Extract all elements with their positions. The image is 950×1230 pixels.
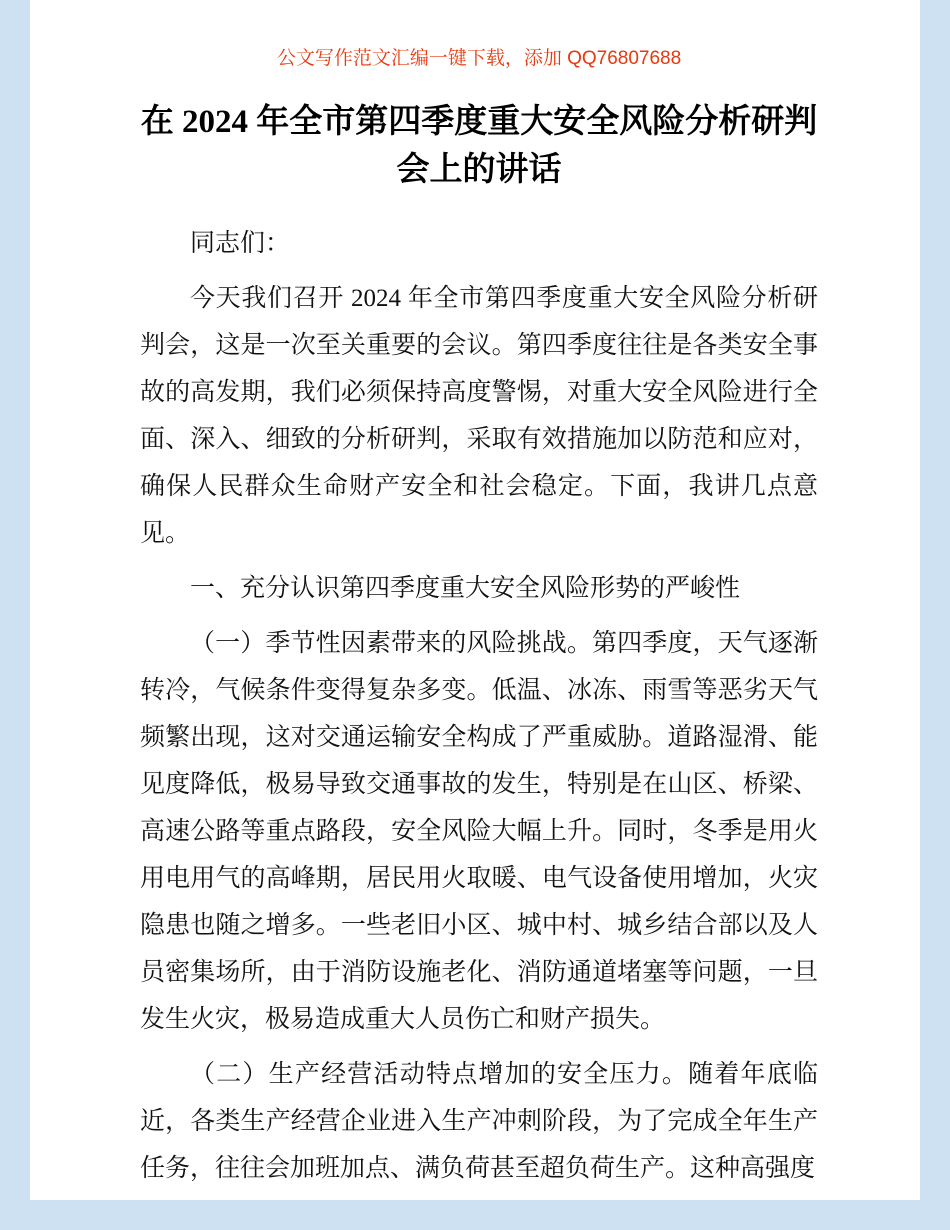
salutation: 同志们： (190, 230, 291, 257)
paragraph-section-1-item-2: （二）生产经营活动特点增加的安全压力。随着年底临近，各类生产经营企业进入生产冲刺阶段，为了完成全年生产任务，往往会加班加点、满负荷甚至超负荷生产。这种高强度 (140, 1061, 818, 1182)
document-page (30, 0, 920, 1200)
header-notice: 公文写作范文汇编一键下载，添加 QQ76807688 (276, 48, 682, 69)
document-body (140, 220, 818, 1192)
document-title-line-2: 会上的讲话 (396, 152, 562, 188)
paragraph-intro: 今天我们召开 2024 年全市第四季度重大安全风险分析研判会，这是一次至关重要的会议。第四季度往往是各类安全事故的高发期，我们必须保持高度警惕，对重大安全风险进行全面、深入、细致的分析研判，采取有效措施加以防范和应对，确保人民群众生命财产安全和社会稳定。下面，我讲几点意见。 (140, 285, 818, 547)
paragraph-section-1-item-1: （一）季节性因素带来的风险挑战。第四季度，天气逐渐转冷，气候条件变得复杂多变。低温、冰冻、雨雪等恶劣天气频繁出现，这对交通运输安全构成了严重威胁。道路湿滑、能见度降低，极易导致交通事故的发生，特别是在山区、桥梁、高速公路等重点路段，安全风险大幅上升。同时，冬季是用火用电用气的高峰期，居民用火取暖、电气设备使用增加，火灾隐患也随之增多。一些老旧小区、城中村、城乡结合部以及人员密集场所，由于消防设施老化、消防通道堵塞等问题，一旦发生火灾，极易造成重大人员伤亡和财产损失。 (140, 630, 818, 1033)
document-title (140, 98, 818, 194)
section-heading-1: 一、充分认识第四季度重大安全风险形势的严峻性 (190, 575, 741, 602)
document-title-line-1: 在 2024 年全市第四季度重大安全风险分析研判 (140, 104, 818, 140)
